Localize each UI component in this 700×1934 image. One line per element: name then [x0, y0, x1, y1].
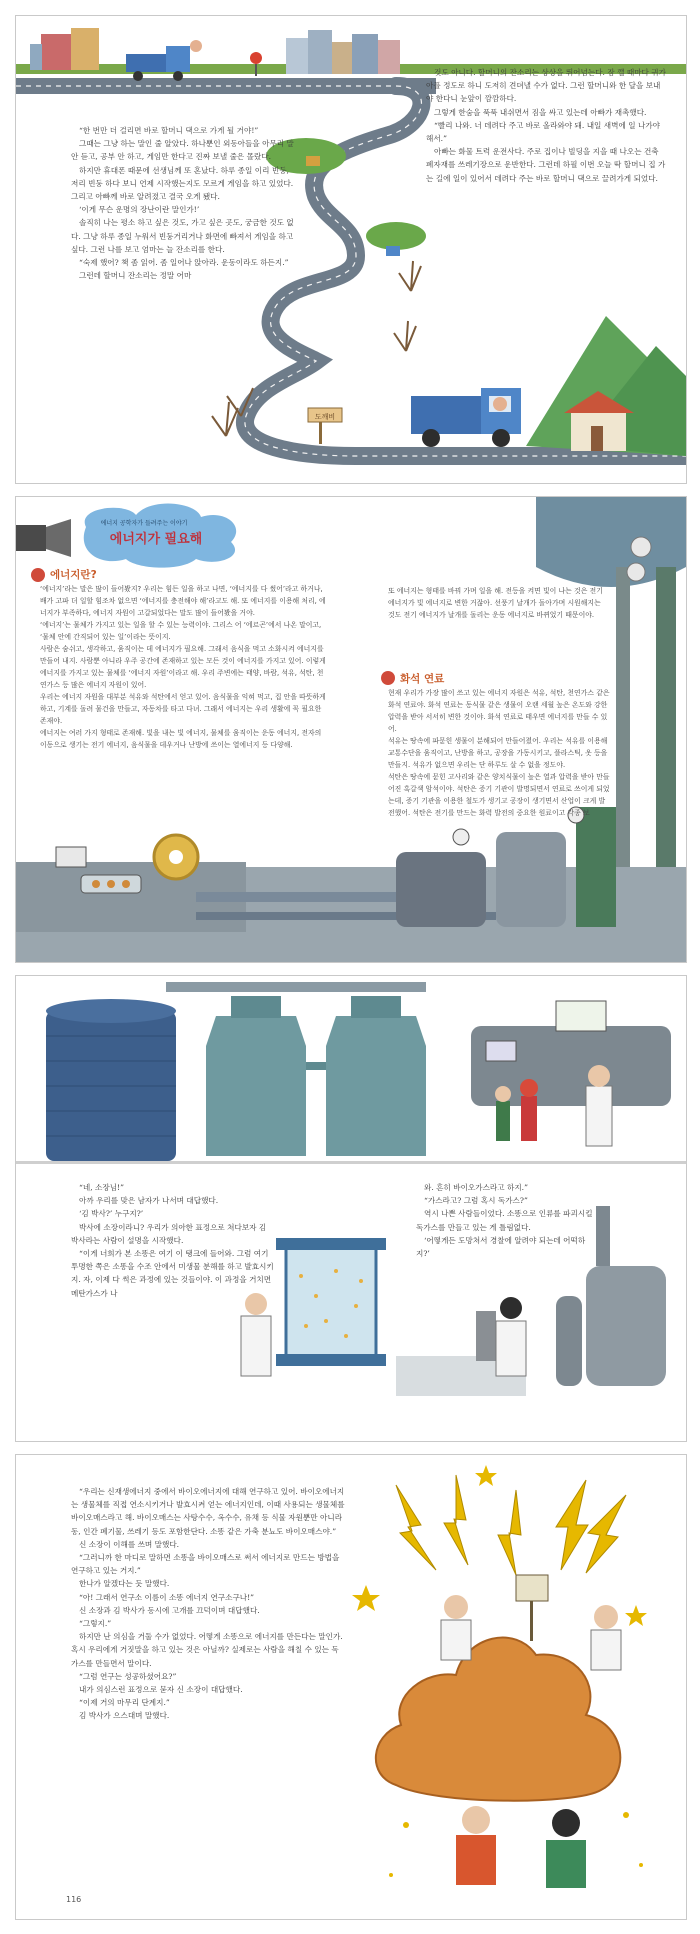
paragraph: 하지만 휴대폰 때문에 선생님께 또 혼났다. 하루 종일 이리 빈둥, 저리 빈둥 하다 보니 언제 시작했는지도 모르게 게임을 하고 있었다. 그리고 아빠께 바로 알려졌고 결국 오게 됐다.: [71, 165, 294, 202]
paragraph: “빨리 나와. 너 데려다 주고 바로 올라와야 돼. 내일 새벽에 일 나가야 해서.”: [426, 120, 660, 144]
p4-left-text: [71, 1485, 346, 1723]
paragraph: ‘에너지’는 물체가 가지고 있는 일을 할 수 있는 능력이야. 그리스 어 ‘에르곤’에서 나온 말이고, ‘물체 안에 간직되어 있는 일’이라는 뜻이지.: [40, 621, 322, 641]
paragraph: “이게 너희가 본 소똥은 여기 이 탱크에 들어와. 그럼 여기 투명한 쪽은 소똥을 수조 안에서 미생물 분해를 하고 발효시키지. 자, 이제 다 썩은 과정에 있는 것들이야. 이 과정을 거치면 메탄가스가 나: [71, 1249, 274, 1298]
paragraph: 그렇게 한숨을 푹푹 내쉬면서 짐을 싸고 있는데 아빠가 재촉했다.: [434, 107, 647, 117]
paragraph: 신 소장이 이해를 쓰며 말했다.: [79, 1539, 180, 1549]
paragraph: “한 번만 더 걸리면 바로 할머니 댁으로 가게 될 거야!”: [79, 126, 259, 135]
paragraph: 신 소장과 김 박사가 동시에 고개를 끄덕이며 대답했다.: [79, 1605, 260, 1615]
paragraph: “이제 거의 마무리 단계지.”: [79, 1698, 170, 1708]
paragraph: 또 에너지는 형태를 바꿔 가며 일을 해. 전등을 켜면 빛이 나는 것은 전기 에너지가 빛 에너지로 변한 거잖아. 선풍기 날개가 돌아가며 시원해지는 것도 전기 에너지가 날개를 돌리는 운동 에너지로 바뀌었기 때문이야.: [388, 587, 603, 619]
page-spread-1: [15, 15, 687, 484]
paragraph: “우리는 신재생에너지 중에서 바이오에너지에 대해 연구하고 있어. 바이오에너지는 생물체를 직접 연소시키거나 발효시켜 얻는 에너지인데, 이때 사용되는 생물체를 바이오매스라고 해. 바이오매스는 사탕수수, 옥수수, 유채 등 식물 자원뿐만 아니라 동, 인간 폐기물, 쓰레기 등도 포함한단다. 소똥 같은 가축 분뇨도 바이오매스야.”: [71, 1487, 345, 1536]
paragraph: 에너지는 여러 가지 형태로 존재해. 빛을 내는 빛 에너지, 물체를 움직이는 운동 에너지, 전자의 이동으로 생기는 전기 에너지, 음식물을 데우거나 난방에 쓰이는 열에너지 등 다양해.: [40, 729, 322, 749]
p2-left-text: [40, 583, 330, 751]
paragraph: 와. 흔히 바이오가스라고 하지.”: [424, 1183, 528, 1192]
banner-title: 에너지가 필요해: [109, 532, 203, 547]
paragraph: 우리는 에너지 자원을 대부분 석유와 석탄에서 얻고 있어. 음식물을 익혀 먹고, 집 안을 따뜻하게 하고, 기계를 돌려 물건을 만들고, 자동차를 타고 다녀. 그래서 에너지는 우리 생활에 꼭 필요한 존재야.: [40, 693, 326, 725]
paragraph: ‘어떻게든 도망쳐서 경찰에 알려야 되는데 어떡하지?’: [416, 1235, 586, 1259]
p1-left-text: [71, 124, 296, 282]
paragraph: ‘에너지’라는 말은 많이 들어봤지? 우리는 힘든 일을 하고 나면, ‘에너지를 다 썼어’라고 하거나, 배가 고파 더 일할 힘조차 없으면 ‘에너지를 충전해야 해’라고도 해. 또 에너지를 이용해 처리, 에너지가 부족하다, 에너지 자원이 고갈되었다는 말도 많이 들어봤을 거야.: [40, 585, 326, 617]
page-spread-3: [15, 975, 687, 1442]
page-spread-2: [15, 496, 687, 963]
page-number: 116: [66, 1895, 82, 1904]
banner-small-text: 에너지 공학자가 들려주는 이야기: [100, 520, 188, 527]
page-spread-4: [15, 1454, 687, 1920]
p3-right-text: [416, 1181, 596, 1260]
p1-right-text: [426, 66, 666, 185]
paragraph: ‘김 박사?’ 누구지?’: [79, 1209, 144, 1219]
paragraph: 하지만 난 의심을 거둘 수가 없었다. 어떻게 소똥으로 에너지를 만든다는 말인가. 혹시 우리에게 거짓말을 하고 있는 것은 아닐까? 실제로는 사람을 해칠 수 있는 독가스를 만들면서 말이다.: [71, 1632, 343, 1668]
paragraph: 아빠는 화물 트럭 운전사다. 주로 집이나 빌딩을 지을 때 나오는 건축 폐자재를 쓰레기장으로 운반한다. 그런데 하필 이번 오늘 딱 할머니 집 가는 길에 일이 있어서 데려다 주는 바로 할머니 댁으로 끌려가게 되었다.: [426, 147, 666, 183]
paragraph: “그러니까 한 마디로 말하면 소똥을 바이오매스로 써서 에너지로 만드는 방법을 연구하고 있는 거지.”: [71, 1553, 340, 1576]
paragraph: 그때는 그냥 하는 말인 줄 알았다. 하나뿐인 외동아들을 아무리 말 안 듣고, 공부 안 하고, 게임만 한다고 진짜 보낼 줄은 몰랐다.: [71, 139, 294, 162]
paragraph: 현재 우리가 가장 많이 쓰고 있는 에너지 자원은 석유, 석탄, 천연가스 같은 화석 연료야. 화석 연료는 동식물 같은 생물이 오랜 세월 높은 온도와 강한 압력을 받아 서서히 변한 것이야. 화석 연료로 태우면 에너지를 만들 수 있어.: [388, 689, 610, 733]
paragraph: “그렇지.”: [79, 1619, 112, 1629]
paragraph: 솔직히 나는 평소 하고 싶은 것도, 가고 싶은 곳도, 궁금한 것도 없다. 그냥 하루 종일 누워서 빈둥거리거나 화면에 빠져서 게임을 하고 싶다. 그런 나를 보고 엄마는 늘 잔소리를 한다.: [71, 218, 294, 254]
paragraph: 사람은 숨쉬고, 생각하고, 움직이는 데 에너지가 필요해. 그래서 음식을 먹고 소화시켜 에너지를 만들어 내지. 사람뿐 아니라 우주 공간에 존재하고 있는 모든 것이 에너지를 가지고 있어. 이렇게 에너지를 가지고 있는 물체를 ‘에너지 자원’이라고 해. 우리 주변에는 태양, 바람, 석유, 석탄, 천연가스 등 많은 에너지 자원이 있어.: [40, 645, 326, 689]
paragraph: “그럼 연구는 성공하셨어요?”: [79, 1671, 177, 1681]
p2-right-top-text: [388, 585, 608, 621]
paragraph: 것도 아니다. 할머니의 잔소리는 상상을 뛰어넘는다. 잠 깰 때마다 귀가 아플 정도로 하니 도저히 견뎌낼 수가 없다. 그런 할머니와 한 달을 보내야 한다니 눈앞이 깜깜하다.: [426, 68, 666, 104]
paragraph: “가스라고? 그럼 혹시 독가스?”: [424, 1196, 528, 1206]
paragraph: 아까 우리를 맞은 남자가 나서며 대답했다.: [79, 1196, 219, 1206]
signpost-label: 도깨비: [314, 413, 336, 421]
paragraph: 석유는 땅속에 파묻힌 생물이 분해되어 만들어졌어. 우리는 석유를 이용해 교통수단을 움직이고, 난방을 하고, 공장을 가동시키고, 플라스틱, 옷 등을 만들지. 석유가 없으면 우리는 단 하루도 살 수 없을 정도야.: [388, 737, 608, 769]
paragraph: 한나가 알겠다는 듯 말했다.: [79, 1579, 170, 1589]
paragraph: 역시 나쁜 사람들이었다. 소똥으로 인류를 파괴시킬 독가스를 만들고 있는 게 틀림없다.: [416, 1209, 593, 1232]
subheading-energy: 에너지란?: [50, 569, 97, 581]
paragraph: “네, 소장님!”: [79, 1183, 124, 1192]
p3-left-text: [71, 1181, 276, 1300]
paragraph: 내가 의심스런 표정으로 묻자 신 소장이 대답했다.: [79, 1685, 243, 1695]
paragraph: 박사에 소장이라니? 우리가 의아한 표정으로 쳐다보자 김 박사라는 사람이 설명을 시작했다.: [71, 1222, 267, 1245]
paragraph: 그런데 할머니 잔소리는 정말 어마: [79, 271, 192, 281]
paragraph: 석탄은 땅속에 묻힌 고사리와 같은 양치식물이 높은 열과 압력을 받아 만들어진 흑갈색 암석이야. 석탄은 증기 기관이 발명되면서 연료로 쓰이게 되었는데, 증기 기관을 이용한 철도가 생기고 공장이 생기면서 산업이 크게 발전했어. 석탄은 전기를 만드는 화력 발전의 중요한 원료이고 각종 보: [388, 773, 610, 817]
subheading-fossil-fuel: 화석 연료: [400, 673, 445, 685]
paragraph: “숙제 했어? 책 좀 읽어. 좀 일어나 앉아라. 운동이라도 하든지.”: [79, 258, 289, 268]
paragraph: ‘이게 무슨 운명의 장난이란 말인가!’: [79, 205, 200, 215]
paragraph: “아! 그래서 연구소 이름이 소똥 에너지 연구소구나!”: [79, 1592, 255, 1602]
p2-right-text: [388, 687, 610, 819]
paragraph: 김 박사가 으스대며 말했다.: [79, 1711, 170, 1721]
